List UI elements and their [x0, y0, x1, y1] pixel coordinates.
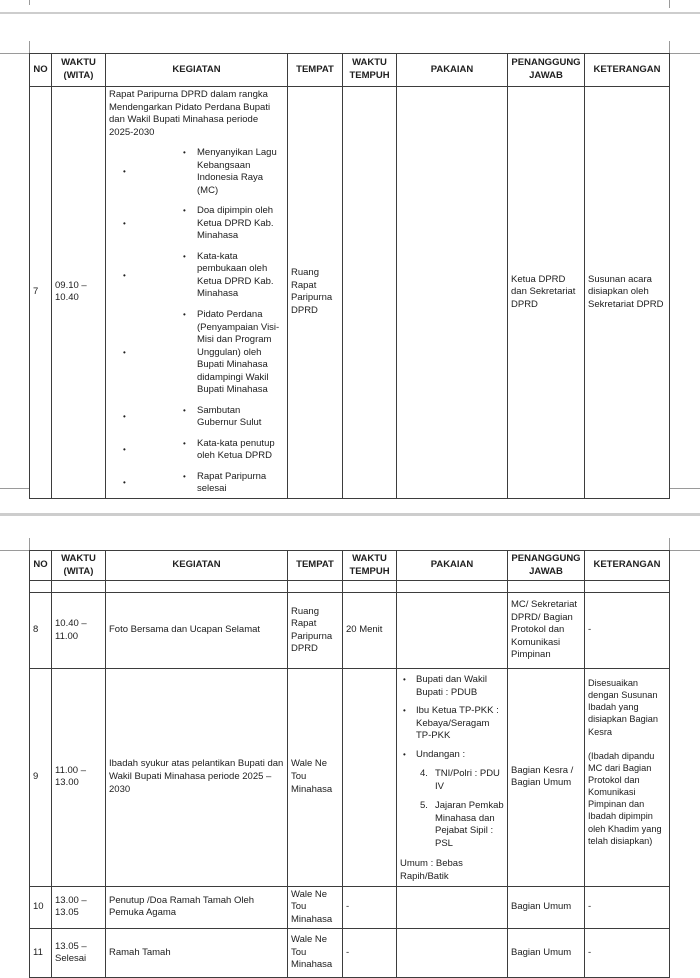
col-header-penanggung-jawab: PENANGGUNG JAWAB [508, 551, 585, 581]
cell-waktu: 13.00 – 13.05 [52, 886, 106, 929]
cell-pakaian-empty [397, 886, 508, 929]
cell-pakaian-empty [397, 593, 508, 669]
cell-penanggung-jawab: MC/ Sekretariat DPRD/ Bagian Protokol dan Komunikasi Pimpinan [508, 593, 585, 669]
empty-cell [343, 581, 397, 593]
kegiatan-list-item [109, 309, 283, 397]
cell-waktu: 13.05 – Selesai [52, 929, 106, 978]
cell-kegiatan: Penutup /Doa Ramah Tamah Oleh Pemuka Agama [106, 886, 288, 929]
pakaian-list-item [399, 705, 505, 743]
page-separator-top [0, 12, 700, 14]
cell-kegiatan: Ramah Tamah [106, 929, 288, 978]
col-header-waktu: WAKTU (WITA) [52, 551, 106, 581]
crop-mark [669, 41, 670, 53]
inner-bullet-icon: • [183, 471, 186, 481]
schedule-table-page2 [29, 550, 670, 978]
cell-tempat: Wale Ne Tou Minahasa [288, 929, 343, 978]
pakaian-number: 5. [420, 800, 428, 812]
col-header-no: NO [30, 551, 52, 581]
col-header-pakaian: PAKAIAN [397, 54, 508, 87]
pakaian-numbered-item [420, 800, 505, 850]
schedule-table-page1 [29, 53, 670, 499]
cell-no: 7 [30, 87, 52, 499]
kegiatan-list-item [109, 147, 283, 197]
table-row-9 [30, 669, 670, 886]
empty-cell [288, 581, 343, 593]
bullet-icon: • [403, 675, 406, 685]
crop-mark [669, 0, 670, 8]
crop-mark [669, 550, 700, 551]
kegiatan-list-item [109, 205, 283, 243]
col-header-tempat: TEMPAT [288, 54, 343, 87]
kegiatan-item-text: Sambutan Gubernur Sulut [197, 404, 262, 429]
page-separator-middle [0, 513, 700, 516]
col-header-keterangan: KETERANGAN [585, 551, 670, 581]
cell-keterangan: - [585, 886, 670, 929]
bullet-icon: • [403, 749, 406, 759]
outer-bullet-icon: • [123, 218, 126, 228]
col-header-tempat: TEMPAT [288, 551, 343, 581]
cell-waktu-tempuh: - [343, 886, 397, 929]
cell-waktu-tempuh: 20 Menit [343, 593, 397, 669]
cell-keterangan: - [585, 593, 670, 669]
kegiatan-list-item [109, 471, 283, 496]
pakaian-list-item [399, 749, 505, 762]
crop-mark [29, 41, 30, 53]
keterangan-paragraph: Disesuaikan dengan Susunan Ibadah yang disiapkan Bagian Kesra [588, 678, 658, 737]
crop-mark [0, 550, 29, 551]
kegiatan-item-text: Kata-kata penutup oleh Ketua DPRD [197, 437, 275, 462]
cell-waktu: 10.40 – 11.00 [52, 593, 106, 669]
kegiatan-list-item [109, 251, 283, 301]
cell-no: 9 [30, 669, 52, 886]
table2-header-row [30, 551, 670, 581]
empty-cell [106, 581, 288, 593]
crop-mark [29, 0, 30, 5]
cell-pakaian-empty [397, 87, 508, 499]
cell-kegiatan: Ibadah syukur atas pelantikan Bupati dan Wakil Bupati Minahasa periode 2025 – 2030 [106, 669, 288, 886]
cell-keterangan [585, 669, 670, 886]
kegiatan-item-text: Kata-kata pembukaan oleh Ketua DPRD Kab. Minahasa [197, 250, 274, 300]
outer-bullet-icon: • [123, 166, 126, 176]
table1-header-row [30, 54, 670, 87]
col-header-no: NO [30, 54, 52, 87]
inner-bullet-icon: • [183, 206, 186, 216]
table-row-7 [30, 87, 670, 499]
outer-bullet-icon: • [123, 445, 126, 454]
cell-waktu-tempuh: - [343, 929, 397, 978]
cell-keterangan: Susunan acara disiapkan oleh Sekretariat DPRD [585, 87, 670, 499]
cell-penanggung-jawab: Bagian Umum [508, 929, 585, 978]
empty-cell [585, 581, 670, 593]
outer-bullet-icon: • [123, 347, 126, 357]
kegiatan-item-text: Doa dipimpin oleh Ketua DPRD Kab. Minahasa [197, 205, 274, 242]
pakaian-footer-text: Umum : Bebas Rapih/Batik [400, 858, 463, 882]
kegiatan-intro: Rapat Paripurna DPRD dalam rangka Mendengarkan Pidato Perdana Bupati dan Wakil Bupati Minahasa periode 2025-2030 [109, 89, 271, 138]
col-header-kegiatan: KEGIATAN [106, 551, 288, 581]
inner-bullet-icon: • [183, 438, 186, 448]
pakaian-item-text: Ibu Ketua TP-PKK : Kebaya/Seragam TP-PKK [416, 705, 499, 742]
pakaian-numbered-text: Jajaran Pemkab Minahasa dan Pejabat Sipil : PSL [435, 800, 504, 849]
table-row-8 [30, 593, 670, 669]
pakaian-item-text: Bupati dan Wakil Bupati : PDUB [416, 674, 487, 698]
table-row-11 [30, 929, 670, 978]
cell-penanggung-jawab: Bagian Kesra / Bagian Umum [508, 669, 585, 886]
col-header-waktu-tempuh: WAKTU TEMPUH [343, 54, 397, 87]
inner-bullet-icon: • [183, 309, 186, 319]
cell-no: 10 [30, 886, 52, 929]
bullet-icon: • [403, 706, 406, 716]
table-row-10 [30, 886, 670, 929]
pakaian-numbered-item [420, 768, 505, 793]
inner-bullet-icon: • [183, 148, 186, 158]
col-header-waktu: WAKTU (WITA) [52, 54, 106, 87]
col-header-kegiatan: KEGIATAN [106, 54, 288, 87]
crop-mark [669, 538, 670, 550]
cell-waktu: 09.10 – 10.40 [52, 87, 106, 499]
empty-cell [508, 581, 585, 593]
cell-tempat: Wale Ne Tou Minahasa [288, 886, 343, 929]
cell-pakaian [397, 669, 508, 886]
kegiatan-list-item [109, 405, 283, 430]
cell-tempat: Wale Ne Tou Minahasa [288, 669, 343, 886]
crop-mark [0, 53, 29, 54]
empty-cell [397, 581, 508, 593]
pakaian-item-text: Undangan : [416, 748, 466, 760]
cell-penanggung-jawab: Ketua DPRD dan Sekretariat DPRD [508, 87, 585, 499]
cell-no: 11 [30, 929, 52, 978]
cell-no: 8 [30, 593, 52, 669]
cell-kegiatan [106, 87, 288, 499]
inner-bullet-icon: • [183, 405, 186, 415]
col-header-pakaian: PAKAIAN [397, 551, 508, 581]
cell-keterangan: - [585, 929, 670, 978]
kegiatan-item-text: Rapat Paripurna selesai [197, 470, 267, 495]
outer-bullet-icon: • [123, 270, 126, 280]
outer-bullet-icon: • [123, 478, 126, 488]
empty-spacer-row [30, 581, 670, 593]
pakaian-number: 4. [420, 768, 428, 780]
col-header-keterangan: KETERANGAN [585, 54, 670, 87]
cell-kegiatan: Foto Bersama dan Ucapan Selamat [106, 593, 288, 669]
cell-waktu-tempuh-empty [343, 669, 397, 886]
outer-bullet-icon: • [123, 411, 126, 421]
cell-waktu: 11.00 – 13.00 [52, 669, 106, 886]
col-header-penanggung-jawab: PENANGGUNG JAWAB [508, 54, 585, 87]
inner-bullet-icon: • [183, 251, 186, 261]
cell-pakaian-empty [397, 929, 508, 978]
crop-mark [669, 53, 700, 54]
empty-cell [30, 581, 52, 593]
kegiatan-item-text: Menyanyikan Lagu Kebangsaan Indonesia Raya (MC) [197, 147, 277, 196]
cell-waktu-tempuh-empty [343, 87, 397, 499]
keterangan-paragraph: (Ibadah dipandu MC dari Bagian Protokol dan Komunikasi Pimpinan dan Ibadah dipimpin oleh Khadim yang telah disiapkan) [588, 750, 662, 846]
cell-tempat: Ruang Rapat Paripurna DPRD [288, 87, 343, 499]
pakaian-list-item [399, 674, 505, 699]
kegiatan-item-text: Pidato Perdana (Penyampaian Visi-Misi dan Program Unggulan) oleh Bupati Minahasa didampingi Wakil Bupati Minahasa [197, 308, 280, 396]
cell-tempat: Ruang Rapat Paripurna DPRD [288, 593, 343, 669]
empty-cell [52, 581, 106, 593]
cell-penanggung-jawab: Bagian Umum [508, 886, 585, 929]
col-header-waktu-tempuh: WAKTU TEMPUH [343, 551, 397, 581]
kegiatan-list-item [109, 438, 283, 463]
crop-mark [29, 538, 30, 550]
pakaian-numbered-text: TNI/Polri : PDU IV [435, 768, 500, 792]
